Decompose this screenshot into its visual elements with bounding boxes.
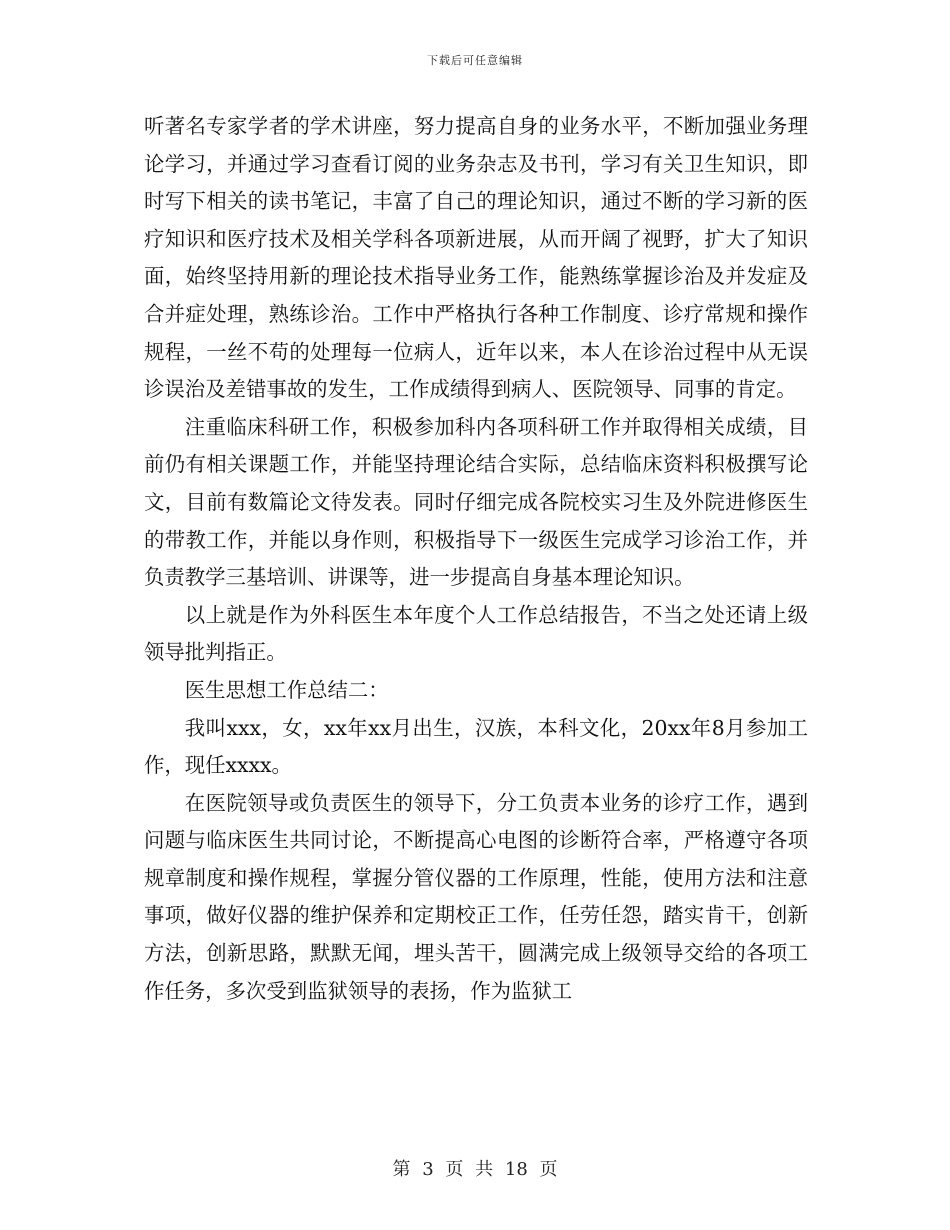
- total-page-count: 18: [504, 1159, 528, 1180]
- current-page-number: 3: [422, 1159, 434, 1180]
- paragraph-1: 听著名专家学者的学术讲座，努力提高自身的业务水平，不断加强业务理论学习，并通过学习查看订阅的业务杂志及书刊，学习有关卫生知识，即时写下相关的读书笔记，丰富了自己的理论知识，通过不断的学习新的医疗知识和医疗技术及相关学科各项新进展，从而开阔了视野，扩大了知识面，始终坚持用新的理论技术指导业务工作，能熟练掌握诊治及并发症及合并症处理，熟练诊治。工作中严格执行各种工作制度、诊疗常规和操作规程，一丝不苟的处理每一位病人，近年以来，本人在诊治过程中从无误诊误治及差错事故的发生，工作成绩得到病人、医院领导、同事的肯定。: [144, 114, 808, 402]
- paragraph-3: 以上就是作为外科医生本年度个人工作总结报告，不当之处还请上级领导批判指正。: [144, 602, 808, 665]
- page-footer: [0, 1155, 950, 1181]
- paragraph-2: 注重临床科研工作，积极参加科内各项科研工作并取得相关成绩，目前仍有相关课题工作，并能坚持理论结合实际，总结临床资料积极撰写论文，目前有数篇论文待发表。同时仔细完成各院校实习生及外院进修医生的带教工作，并能以身作则，积极指导下一级医生完成学习诊治工作，并负责教学三基培训、讲课等，进一步提高自身基本理论知识。: [144, 414, 808, 590]
- footer-suffix: 页: [539, 1159, 558, 1180]
- section-heading: 医生思想工作总结二：: [184, 677, 389, 702]
- paragraph-5: 在医院领导或负责医生的领导下，分工负责本业务的诊疗工作，遇到问题与临床医生共同讨论，不断提高心电图的诊断符合率，严格遵守各项规章制度和操作规程，掌握分管仪器的工作原理，性能，使用方法和注意事项，做好仪器的维护保养和定期校正工作，任劳任怨，踏实肯干，创新方法，创新思路，默默无闻，埋头苦干，圆满完成上级领导交给的各项工作任务，多次受到监狱领导的表扬，作为监狱工: [144, 790, 808, 1003]
- page-header: 下载后可任意编辑: [427, 54, 523, 67]
- document-body: [144, 108, 808, 1010]
- footer-prefix: 第: [392, 1159, 411, 1180]
- footer-total-word: 共: [475, 1159, 494, 1180]
- footer-page-word: 页: [445, 1159, 464, 1180]
- paragraph-4: 我叫xxx，女，xx年xx月出生，汉族，本科文化，20xx年8月参加工作，现任xxxx。: [144, 715, 808, 778]
